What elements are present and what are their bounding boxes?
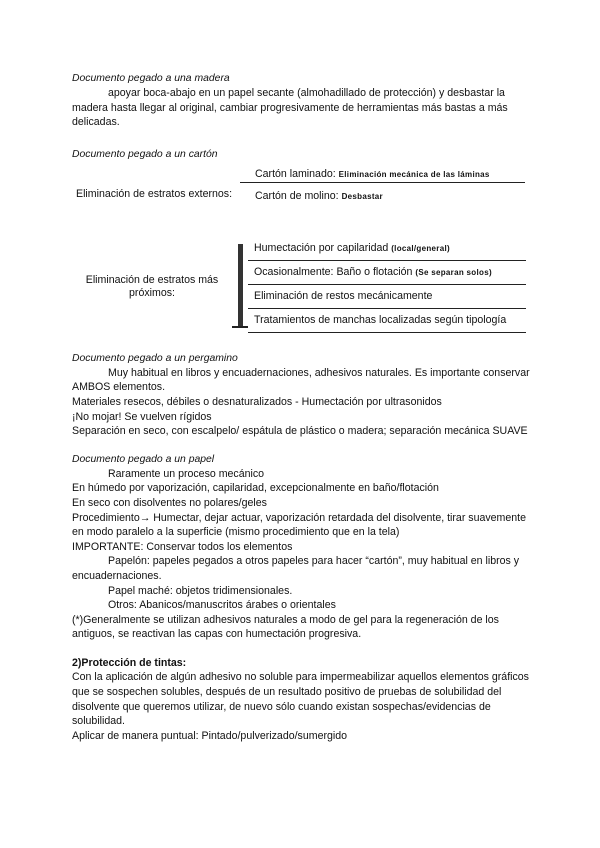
paragraph-papel: Raramente un proceso mecánico xyxy=(108,467,265,480)
paragraph-pergamino: Muy habitual en libros y encuadernaciones, adhesivos naturales. Es importante conservar AMBOS elementos. xyxy=(72,366,530,394)
paragraph-papel: IMPORTANTE: Conservar todos los elementos xyxy=(72,540,293,553)
paragraph-pergamino: ¡No mojar! Se vuelven rígidos xyxy=(72,410,212,423)
paragraph-papel: En seco con disolventes no polares/geles xyxy=(72,496,267,509)
paragraph-pergamino: Separación en seco, con escalpelo/ espátula de plástico o madera; separación mecánica SUAVE xyxy=(72,425,528,438)
divider-line xyxy=(248,260,526,261)
divider-line xyxy=(240,182,525,183)
diagram-estratos-proximos xyxy=(72,242,530,334)
divider-line xyxy=(248,284,526,285)
paragraph-papel: En húmedo por vaporización, capilaridad, excepcionalmente en baño/flotación xyxy=(72,482,439,495)
divider-line xyxy=(248,332,526,333)
externos-label: Eliminación de estratos externos: xyxy=(76,187,233,200)
proximos-item: Humectación por capilaridad (local/general) xyxy=(254,241,450,254)
proximos-item: Tratamientos de manchas localizadas según tipología xyxy=(254,313,507,326)
paragraph-pergamino: Materiales resecos, débiles o desnaturalizados - Humectación por ultrasonidos xyxy=(72,395,442,408)
section-heading-tintas: 2)Protección de tintas: xyxy=(72,656,187,669)
document-page xyxy=(72,72,530,743)
paragraph-madera: apoyar boca-abajo en un papel secante (almohadillado de protección) y desbastar la madera hasta llegar al original, cambiar progresivamente de herramientas más bastas a más delicadas. xyxy=(72,87,508,129)
paragraph-papel: (*)Generalmente se utilizan adhesivos naturales a modo de gel para la regeneración de los antiguos, se reactivan las capas con humectación progresiva. xyxy=(72,613,499,641)
proximos-item: Eliminación de restos mecánicamente xyxy=(254,289,433,302)
externos-item: Cartón laminado: Eliminación mecánica de las láminas xyxy=(255,167,490,180)
divider-line xyxy=(248,308,526,309)
paragraph-papel: Papel maché: objetos tridimensionales. xyxy=(108,584,293,597)
paragraph-papel: Papelón: papeles pegados a otros papeles para hacer “cartón”, muy habitual en libros y encuadernaciones. xyxy=(72,555,520,582)
proximos-item: Ocasionalmente: Baño o flotación (Se separan solos) xyxy=(254,265,492,278)
bracket-bar xyxy=(238,244,243,328)
section-heading-carton: Documento pegado a un cartón xyxy=(72,148,218,160)
paragraph-tintas: Aplicar de manera puntual: Pintado/pulverizado/sumergido xyxy=(72,729,348,742)
section-heading-madera: Documento pegado a una madera xyxy=(72,73,230,84)
externos-item: Cartón de molino: Desbastar xyxy=(255,189,383,202)
paragraph-tintas: Con la aplicación de algún adhesivo no soluble para impermeabilizar aquellos elementos gráficos que se sospechen solubles, después de un resultado positivo de pruebas de solubilidad del disolvente que queremos utilizar, de nuevo sólo cuando existan sospechas/evidencias de solubilidad. xyxy=(72,671,529,728)
paragraph-papel: Procedimiento→ Humectar, dejar actuar, vaporización retardada del disolvente, tirar suavemente en modo paralelo a la superficie (mismo procedimiento que en la tela) xyxy=(72,511,526,539)
section-heading-pergamino: Documento pegado a un pergamino xyxy=(72,352,238,364)
paragraph-papel: Otros: Abanicos/manuscritos árabes o orientales xyxy=(108,599,336,612)
proximos-label: Eliminación de estratos más próximos: xyxy=(85,273,219,299)
section-heading-papel: Documento pegado a un papel xyxy=(72,453,215,465)
bracket-tick xyxy=(232,326,248,328)
diagram-estratos-externos xyxy=(72,168,530,218)
